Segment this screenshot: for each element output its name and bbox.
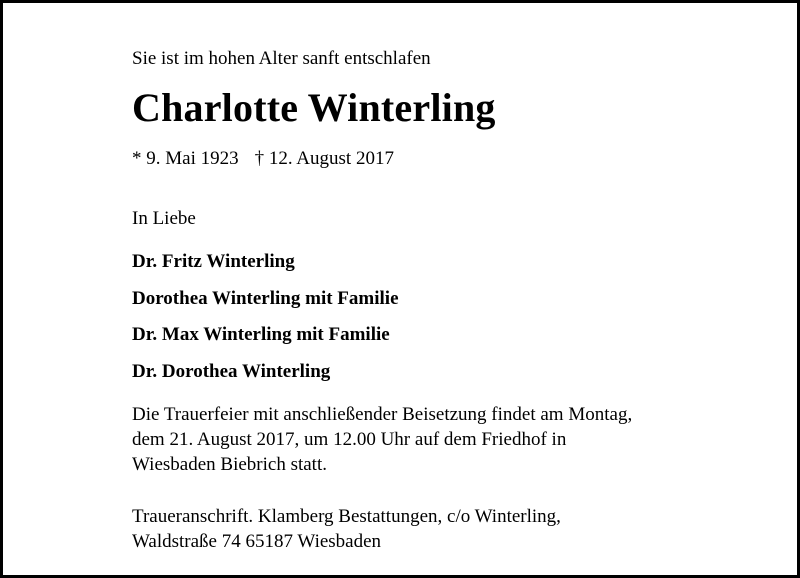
birth-date: * 9. Mai 1923 bbox=[132, 148, 239, 169]
funeral-service-info bbox=[132, 402, 632, 477]
intro-line: Sie ist im hohen Alter sanft entschlafen bbox=[132, 48, 431, 69]
mourner-item: Dr. Max Winterling mit Familie bbox=[132, 324, 390, 345]
deceased-name: Charlotte Winterling bbox=[132, 85, 496, 130]
service-line: Wiesbaden Biebrich statt. bbox=[132, 454, 327, 475]
service-line: dem 21. August 2017, um 12.00 Uhr auf dem Friedhof in bbox=[132, 429, 567, 450]
mourning-address bbox=[132, 504, 561, 554]
address-line: Waldstraße 74 65187 Wiesbaden bbox=[132, 531, 382, 552]
mourner-item: Dorothea Winterling mit Familie bbox=[132, 287, 399, 309]
mourner-item: Dr. Dorothea Winterling bbox=[132, 360, 331, 382]
mourner-item: Dr. Fritz Winterling bbox=[132, 251, 295, 272]
address-line: Traueranschrift. Klamberg Bestattungen, c/o Winterling, bbox=[132, 506, 561, 527]
life-dates bbox=[132, 148, 394, 170]
service-line: Die Trauerfeier mit anschließender Beisetzung findet am Montag, bbox=[132, 404, 633, 425]
death-date: † 12. August 2017 bbox=[254, 148, 394, 169]
in-love-line: In Liebe bbox=[132, 208, 196, 229]
mourner-list bbox=[132, 250, 399, 396]
